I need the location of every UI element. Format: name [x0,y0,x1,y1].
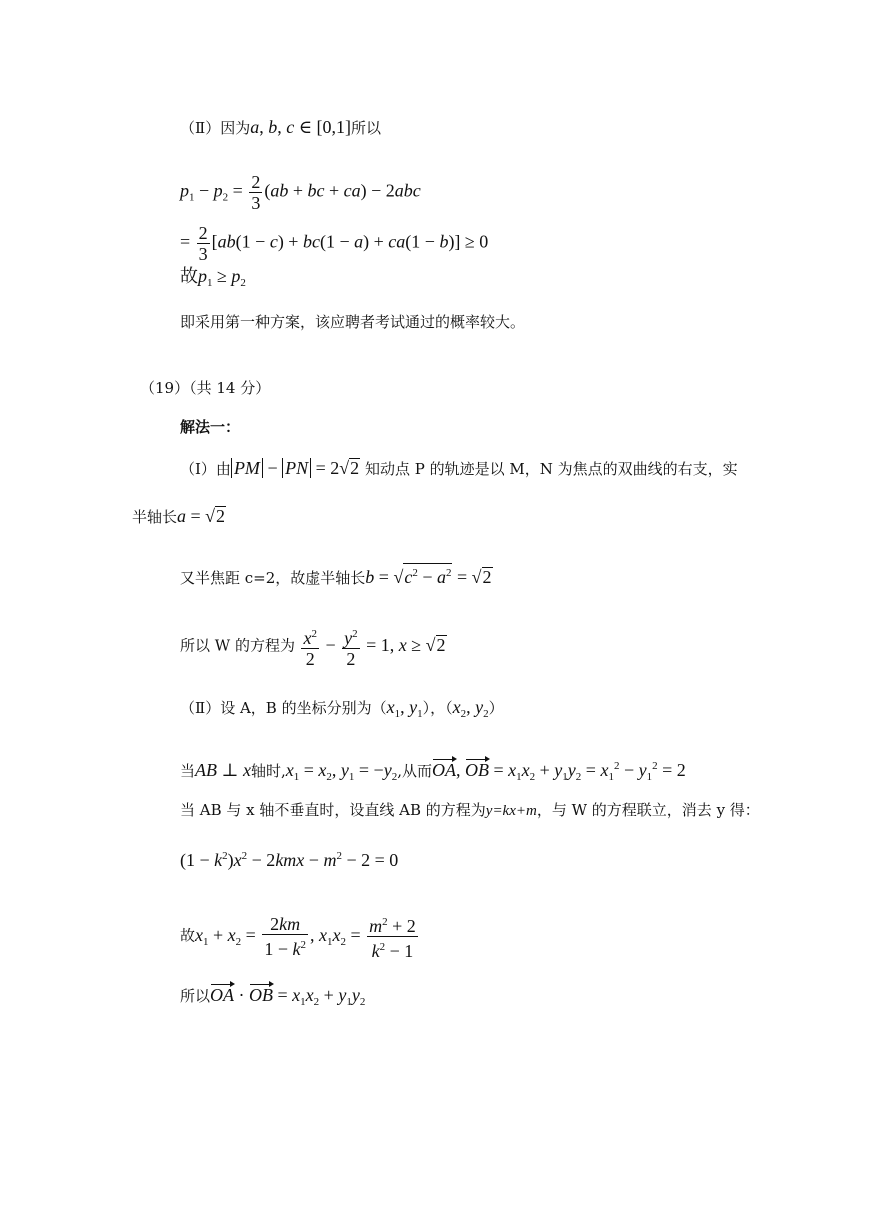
part2-intro: （Ⅱ）因为a, b, c ∈ [0,1]所以 [180,117,382,137]
question-19-header: （19）（共 14 分） [140,379,271,397]
part2-dot-product: 所以OA · OB = $x_1x_2 + y_1y_2$ [180,985,366,1008]
equation-line-3: 故$p_1 \ge p_2$ [180,266,246,289]
conclusion-text: 即采用第一种方案，该应聘者考试通过的概率较大。 [180,313,526,331]
part1-line: （Ⅰ）由 PM − PN = 2√2 知动点 P 的轨迹是以 M，N 为焦点的双曲线的右支，实 [180,458,738,478]
part1-equation-w: 所以 W 的方程为 $\frac{x^2}{2}$ − $\frac{y^2}{2}$ = 1, x ≥ √2 [180,624,447,669]
part2-quadratic: $(1 - k^2)x^2 - 2kmx - m^2 - 2 = 0$ [180,850,399,870]
equation-p1-minus-p2: $p_1 - p_2$ = $\frac{2}{3}$ (ab + bc + ca) − 2abc [180,172,421,213]
part2-coordinates: （Ⅱ）设 A，B 的坐标分别为（$x_1$, $y_1$），（$x_2$, $y_2$） [180,697,504,720]
method-one-heading: 解法一： [180,418,241,436]
part2-general-case: 当 AB 与 x 轴不垂直时，设直线 AB 的方程为y=kx+m，与 W 的方程联立，消去 y 得： [180,801,760,819]
equation-line-2: = $\frac{2}{3}$ [ab(1 − c) + bc(1 − a) + ca(1 − b)] ≥ 0 [180,223,489,264]
part1-b-value: 又半焦距 c=2，故虚半轴长$b = √c^2 - a^2 = √2$ [180,563,493,588]
part2-vieta: 故$x_1 + x_2$ = $\frac{2km}{1 - k^2}$ , $x_1x_2$ = $\frac{m^2 + 2}{k^2 - 1}$ [180,914,416,961]
part2-perpendicular-case: 当AB ⊥ x轴时$,x_1 = x_2$, $y_1 = -y_2$,从而OA, OB = $x_1x_2 + y_1y_2 = x_1^2 - y_1^2 = 2$ [180,760,686,783]
part1-semi-axis: 半轴长a = √2 [132,506,226,526]
